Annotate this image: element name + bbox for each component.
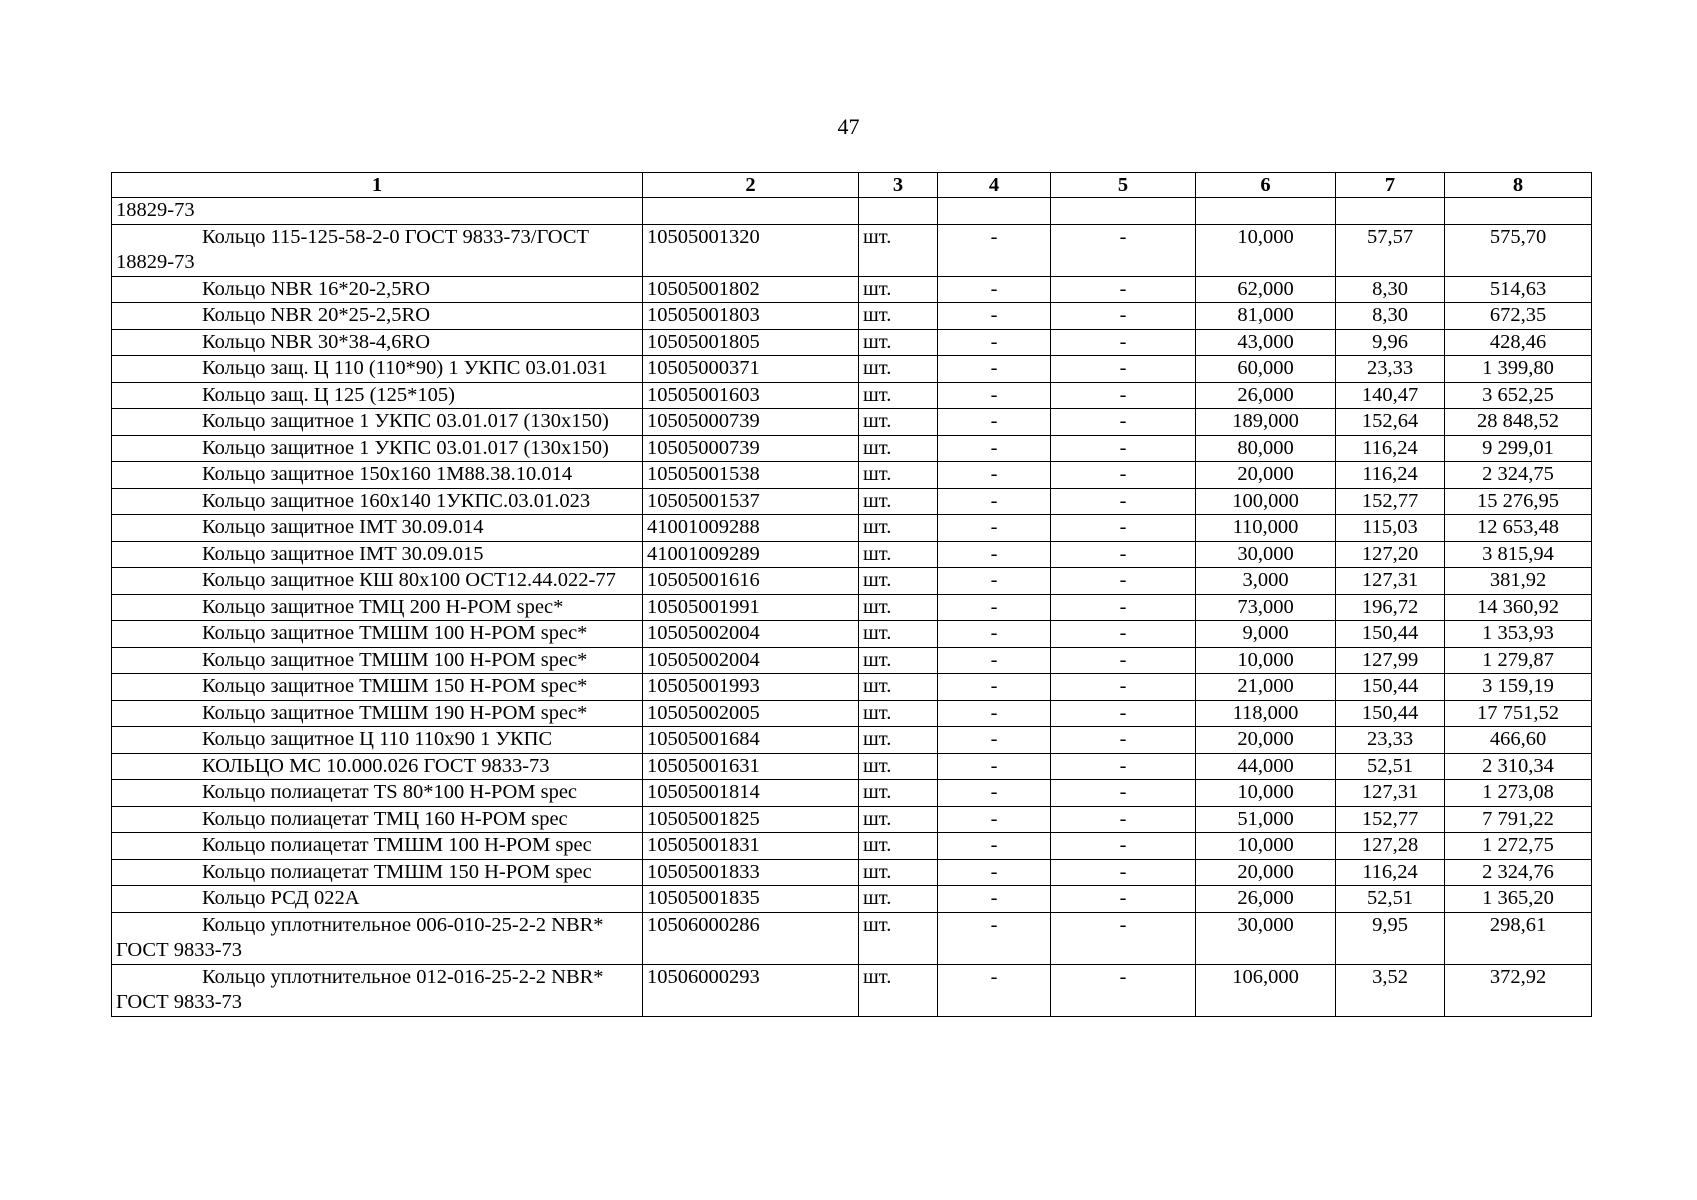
item-code-cell: 10505001802 — [643, 276, 859, 303]
unit-cell: шт. — [859, 806, 938, 833]
table-row — [112, 647, 1592, 674]
column-header: 8 — [1445, 173, 1592, 198]
price-cell: 140,47 — [1336, 382, 1445, 409]
table-row — [112, 382, 1592, 409]
item-name-text: Кольцо защитное КШ 80x100 ОСТ12.44.022-77 — [202, 569, 616, 591]
table-row — [112, 276, 1592, 303]
quantity-cell: 3,000 — [1196, 568, 1336, 595]
quantity-cell: 26,000 — [1196, 886, 1336, 913]
table-row — [112, 700, 1592, 727]
item-code-cell: 10505001684 — [643, 727, 859, 754]
table-row — [112, 594, 1592, 621]
item-name-text: Кольцо полиацетат ТМШМ 150 H-POM spec — [202, 860, 592, 883]
item-code-cell: 10505001803 — [643, 303, 859, 330]
table-row — [112, 964, 1592, 1016]
item-name-cell — [112, 859, 643, 886]
sum-cell: 1 399,80 — [1445, 356, 1592, 383]
item-name-cell — [112, 727, 643, 754]
column-5-cell: - — [1051, 594, 1196, 621]
column-5-cell: - — [1051, 886, 1196, 913]
sum-cell: 2 324,75 — [1445, 462, 1592, 489]
quantity-cell: 100,000 — [1196, 488, 1336, 515]
column-5-cell: - — [1051, 621, 1196, 648]
price-cell: 116,24 — [1336, 435, 1445, 462]
column-5-cell: - — [1051, 674, 1196, 701]
unit-cell: шт. — [859, 515, 938, 542]
item-code-cell: 10505001537 — [643, 488, 859, 515]
item-name-text: Кольцо NBR 20*25-2,5RO — [202, 304, 431, 326]
item-name-text: Кольцо защитное ТМЦ 200 H-POM spec* — [202, 595, 564, 618]
table-row — [112, 224, 1592, 276]
column-5-cell: - — [1051, 329, 1196, 356]
price-cell: 9,96 — [1336, 329, 1445, 356]
item-code-cell: 10505001991 — [643, 594, 859, 621]
column-4-cell: - — [938, 409, 1051, 436]
item-name-cell: 18829-73 — [112, 198, 643, 225]
item-name-text: Кольцо защитное ТМШМ 100 H-POM spec* — [202, 648, 588, 671]
price-cell: 8,30 — [1336, 276, 1445, 303]
item-name-cell — [112, 276, 643, 303]
quantity-cell: 9,000 — [1196, 621, 1336, 648]
price-cell: 23,33 — [1336, 727, 1445, 754]
item-code-cell: 10505000371 — [643, 356, 859, 383]
table-row — [112, 886, 1592, 913]
table-row — [112, 833, 1592, 860]
quantity-cell: 62,000 — [1196, 276, 1336, 303]
column-5-cell: - — [1051, 700, 1196, 727]
sum-cell: 1 365,20 — [1445, 886, 1592, 913]
item-name-text: КОЛЬЦО МС 10.000.026 ГОСТ 9833-73 — [202, 754, 550, 777]
column-5-cell: - — [1051, 727, 1196, 754]
item-name-text: Кольцо защитное ТМШМ 100 H-POM spec* — [202, 622, 588, 644]
sum-cell: 17 751,52 — [1445, 700, 1592, 727]
sum-cell: 2 310,34 — [1445, 753, 1592, 780]
quantity-cell: 106,000 — [1196, 964, 1336, 1016]
column-5-cell: - — [1051, 303, 1196, 330]
quantity-cell: 10,000 — [1196, 647, 1336, 674]
column-5-cell: - — [1051, 647, 1196, 674]
quantity-cell: 30,000 — [1196, 912, 1336, 964]
price-cell: 116,24 — [1336, 859, 1445, 886]
item-code-cell: 10505001833 — [643, 859, 859, 886]
column-5-cell: - — [1051, 224, 1196, 276]
price-cell: 23,33 — [1336, 356, 1445, 383]
sum-cell: 14 360,92 — [1445, 594, 1592, 621]
item-name-text: Кольцо защитное 160x140 1УКПС.03.01.023 — [202, 489, 591, 512]
unit-cell: шт. — [859, 329, 938, 356]
unit-cell: шт. — [859, 462, 938, 489]
sum-cell: 1 353,93 — [1445, 621, 1592, 648]
item-name-cell — [112, 594, 643, 621]
price-cell: 3,52 — [1336, 964, 1445, 1016]
sum-cell: 15 276,95 — [1445, 488, 1592, 515]
unit-cell: шт. — [859, 674, 938, 701]
column-4-cell: - — [938, 276, 1051, 303]
price-cell: 127,99 — [1336, 647, 1445, 674]
column-4-cell: - — [938, 833, 1051, 860]
continuation-row — [112, 198, 1592, 225]
item-name-cell — [112, 833, 643, 860]
column-4-cell: - — [938, 382, 1051, 409]
quantity-cell: 20,000 — [1196, 462, 1336, 489]
quantity-cell: 60,000 — [1196, 356, 1336, 383]
column-5-cell: - — [1051, 515, 1196, 542]
item-name-text: Кольцо защитное ТМШМ 190 H-POM spec* — [202, 701, 588, 724]
table-row — [112, 462, 1592, 489]
column-header: 6 — [1196, 173, 1336, 198]
quantity-cell — [1196, 198, 1336, 225]
price-cell: 127,20 — [1336, 541, 1445, 568]
sum-cell: 575,70 — [1445, 224, 1592, 276]
column-4-cell: - — [938, 674, 1051, 701]
column-5-cell: - — [1051, 488, 1196, 515]
column-4-cell: - — [938, 753, 1051, 780]
column-4-cell: - — [938, 886, 1051, 913]
column-4-cell: - — [938, 964, 1051, 1016]
table-row — [112, 753, 1592, 780]
price-cell: 127,28 — [1336, 833, 1445, 860]
column-4-cell: - — [938, 859, 1051, 886]
column-4-cell: - — [938, 329, 1051, 356]
unit-cell: шт. — [859, 727, 938, 754]
price-cell — [1336, 198, 1445, 225]
column-5-cell: - — [1051, 541, 1196, 568]
item-name-cell — [112, 964, 643, 1016]
unit-cell: шт. — [859, 568, 938, 595]
item-name-text: Кольцо NBR 16*20-2,5RO — [202, 277, 431, 300]
unit-cell: шт. — [859, 409, 938, 436]
sum-cell: 12 653,48 — [1445, 515, 1592, 542]
item-name-cell — [112, 356, 643, 383]
item-code-cell: 10505001603 — [643, 382, 859, 409]
price-cell: 52,51 — [1336, 753, 1445, 780]
quantity-cell: 80,000 — [1196, 435, 1336, 462]
page-number: 47 — [837, 114, 860, 139]
column-header: 1 — [112, 173, 643, 198]
item-code-cell: 10505001631 — [643, 753, 859, 780]
quantity-cell: 51,000 — [1196, 806, 1336, 833]
quantity-cell: 30,000 — [1196, 541, 1336, 568]
column-4-cell: - — [938, 541, 1051, 568]
item-code-cell: 10506000293 — [643, 964, 859, 1016]
item-name-cell — [112, 541, 643, 568]
column-5-cell: - — [1051, 568, 1196, 595]
item-name-text: Кольцо NBR 30*38-4,6RO — [202, 330, 431, 353]
item-code-cell: 10505001825 — [643, 806, 859, 833]
unit-cell: шт. — [859, 276, 938, 303]
item-name-cell — [112, 329, 643, 356]
price-cell: 196,72 — [1336, 594, 1445, 621]
unit-cell: шт. — [859, 488, 938, 515]
sum-cell: 7 791,22 — [1445, 806, 1592, 833]
sum-cell — [1445, 198, 1592, 225]
unit-cell: шт. — [859, 541, 938, 568]
table-row — [112, 568, 1592, 595]
unit-cell: шт. — [859, 435, 938, 462]
table-row — [112, 621, 1592, 648]
item-name-cell — [112, 382, 643, 409]
sum-cell: 428,46 — [1445, 329, 1592, 356]
item-name-text: Кольцо полиацетат TS 80*100 H-POM spec — [202, 781, 578, 803]
unit-cell: шт. — [859, 382, 938, 409]
column-5-cell — [1051, 198, 1196, 225]
column-4-cell: - — [938, 356, 1051, 383]
sum-cell: 2 324,76 — [1445, 859, 1592, 886]
sum-cell: 1 279,87 — [1445, 647, 1592, 674]
price-cell: 127,31 — [1336, 568, 1445, 595]
column-4-cell: - — [938, 568, 1051, 595]
sum-cell: 298,61 — [1445, 912, 1592, 964]
sum-cell: 381,92 — [1445, 568, 1592, 595]
item-name-text: Кольцо уплотнительное 006-010-25-2-2 NBR* ГОСТ 9833-73 — [116, 913, 604, 961]
item-code-cell: 41001009288 — [643, 515, 859, 542]
price-cell: 152,77 — [1336, 488, 1445, 515]
item-name-cell — [112, 515, 643, 542]
item-code-cell: 10505001538 — [643, 462, 859, 489]
column-4-cell: - — [938, 647, 1051, 674]
item-name-cell — [112, 700, 643, 727]
item-name-text: Кольцо защитное Ц 110 110x90 1 УКПС — [202, 728, 553, 750]
column-5-cell: - — [1051, 409, 1196, 436]
column-header: 5 — [1051, 173, 1196, 198]
item-name-text: Кольцо защитное 1 УКПС 03.01.017 (130x150) — [202, 410, 609, 432]
table-row — [112, 806, 1592, 833]
price-cell: 115,03 — [1336, 515, 1445, 542]
column-4-cell: - — [938, 488, 1051, 515]
column-5-cell: - — [1051, 806, 1196, 833]
unit-cell: шт. — [859, 886, 938, 913]
column-header: 7 — [1336, 173, 1445, 198]
item-name-text: Кольцо защитное ТМШМ 150 H-POM spec* — [202, 675, 588, 697]
table-row — [112, 356, 1592, 383]
item-name-text: Кольцо защитное 150x160 1M88.38.10.014 — [202, 463, 573, 485]
sum-cell: 3 159,19 — [1445, 674, 1592, 701]
column-4-cell: - — [938, 462, 1051, 489]
quantity-cell: 81,000 — [1196, 303, 1336, 330]
table-row — [112, 435, 1592, 462]
unit-cell: шт. — [859, 356, 938, 383]
unit-cell: шт. — [859, 964, 938, 1016]
table-row — [112, 727, 1592, 754]
table-row — [112, 329, 1592, 356]
item-name-text: Кольцо защ. Ц 110 (110*90) 1 УКПС 03.01.031 — [202, 357, 608, 379]
column-4-cell: - — [938, 515, 1051, 542]
table-row — [112, 674, 1592, 701]
column-5-cell: - — [1051, 780, 1196, 807]
item-name-text: Кольцо уплотнительное 012-016-25-2-2 NBR* ГОСТ 9833-73 — [116, 965, 604, 1013]
quantity-cell: 110,000 — [1196, 515, 1336, 542]
sum-cell: 1 272,75 — [1445, 833, 1592, 860]
quantity-cell: 10,000 — [1196, 780, 1336, 807]
item-code-cell: 10505000739 — [643, 409, 859, 436]
quantity-cell: 10,000 — [1196, 224, 1336, 276]
item-name-cell — [112, 435, 643, 462]
column-4-cell: - — [938, 621, 1051, 648]
item-code-cell: 10505000739 — [643, 435, 859, 462]
table-row — [112, 780, 1592, 807]
quantity-cell: 44,000 — [1196, 753, 1336, 780]
unit-cell: шт. — [859, 647, 938, 674]
column-4-cell: - — [938, 435, 1051, 462]
unit-cell: шт. — [859, 833, 938, 860]
item-name-text: Кольцо полиацетат ТМШМ 100 H-POM spec — [202, 834, 592, 856]
item-name-cell — [112, 409, 643, 436]
item-name-text: Кольцо защ. Ц 125 (125*105) — [202, 383, 455, 406]
unit-cell — [859, 198, 938, 225]
unit-cell: шт. — [859, 700, 938, 727]
price-cell: 152,64 — [1336, 409, 1445, 436]
quantity-cell: 20,000 — [1196, 859, 1336, 886]
unit-cell: шт. — [859, 753, 938, 780]
unit-cell: шт. — [859, 780, 938, 807]
unit-cell: шт. — [859, 621, 938, 648]
column-5-cell: - — [1051, 462, 1196, 489]
column-5-cell: - — [1051, 753, 1196, 780]
column-5-cell: - — [1051, 382, 1196, 409]
column-4-cell: - — [938, 727, 1051, 754]
quantity-cell: 43,000 — [1196, 329, 1336, 356]
quantity-cell: 26,000 — [1196, 382, 1336, 409]
item-name-cell — [112, 621, 643, 648]
sum-cell: 466,60 — [1445, 727, 1592, 754]
column-4-cell: - — [938, 303, 1051, 330]
sum-cell: 9 299,01 — [1445, 435, 1592, 462]
price-cell: 9,95 — [1336, 912, 1445, 964]
price-cell: 150,44 — [1336, 700, 1445, 727]
unit-cell: шт. — [859, 859, 938, 886]
header-row — [112, 173, 1592, 198]
column-5-cell: - — [1051, 276, 1196, 303]
item-name-text: Кольцо 115-125-58-2-0 ГОСТ 9833-73/ГОСТ 18829-73 — [116, 225, 590, 273]
sum-cell: 3 815,94 — [1445, 541, 1592, 568]
table-row — [112, 541, 1592, 568]
quantity-cell: 21,000 — [1196, 674, 1336, 701]
item-name-cell — [112, 303, 643, 330]
item-code-cell: 10505001835 — [643, 886, 859, 913]
column-5-cell: - — [1051, 912, 1196, 964]
item-code-cell: 10505001616 — [643, 568, 859, 595]
price-cell: 57,57 — [1336, 224, 1445, 276]
price-cell: 116,24 — [1336, 462, 1445, 489]
price-cell: 127,31 — [1336, 780, 1445, 807]
table-row — [112, 859, 1592, 886]
column-4-cell: - — [938, 700, 1051, 727]
unit-cell: шт. — [859, 303, 938, 330]
item-name-cell — [112, 488, 643, 515]
item-code-cell: 10505001831 — [643, 833, 859, 860]
sum-cell: 1 273,08 — [1445, 780, 1592, 807]
item-name-cell — [112, 462, 643, 489]
sum-cell: 28 848,52 — [1445, 409, 1592, 436]
item-name-text: Кольцо РСД 022А — [202, 887, 360, 909]
item-code-cell: 10505002005 — [643, 700, 859, 727]
item-name-cell — [112, 886, 643, 913]
price-cell: 150,44 — [1336, 621, 1445, 648]
column-header: 4 — [938, 173, 1051, 198]
item-name-cell — [112, 912, 643, 964]
item-code-cell: 10505001320 — [643, 224, 859, 276]
price-cell: 150,44 — [1336, 674, 1445, 701]
column-5-cell: - — [1051, 356, 1196, 383]
column-5-cell: - — [1051, 833, 1196, 860]
item-code-cell: 41001009289 — [643, 541, 859, 568]
column-header: 3 — [859, 173, 938, 198]
item-code-cell — [643, 198, 859, 225]
item-name-cell — [112, 224, 643, 276]
item-code-cell: 10506000286 — [643, 912, 859, 964]
item-name-cell — [112, 780, 643, 807]
quantity-cell: 10,000 — [1196, 833, 1336, 860]
table-row — [112, 912, 1592, 964]
price-cell: 152,77 — [1336, 806, 1445, 833]
column-4-cell: - — [938, 780, 1051, 807]
item-name-cell — [112, 674, 643, 701]
column-4-cell: - — [938, 806, 1051, 833]
item-name-text: Кольцо защитное IMT 30.09.014 — [202, 516, 484, 538]
item-code-cell: 10505001993 — [643, 674, 859, 701]
item-name-cell — [112, 568, 643, 595]
table-row — [112, 488, 1592, 515]
item-code-cell: 10505001805 — [643, 329, 859, 356]
unit-cell: шт. — [859, 912, 938, 964]
column-header: 2 — [643, 173, 859, 198]
quantity-cell: 189,000 — [1196, 409, 1336, 436]
item-name-cell — [112, 806, 643, 833]
goods-table — [111, 172, 1592, 1017]
sum-cell: 514,63 — [1445, 276, 1592, 303]
unit-cell: шт. — [859, 594, 938, 621]
column-4-cell: - — [938, 594, 1051, 621]
item-name-text: Кольцо полиацетат ТМЦ 160 H-POM spec — [202, 807, 568, 830]
sum-cell: 372,92 — [1445, 964, 1592, 1016]
table-row — [112, 409, 1592, 436]
item-code-cell: 10505001814 — [643, 780, 859, 807]
table-row — [112, 515, 1592, 542]
price-cell: 8,30 — [1336, 303, 1445, 330]
column-4-cell: - — [938, 224, 1051, 276]
column-4-cell — [938, 198, 1051, 225]
price-cell: 52,51 — [1336, 886, 1445, 913]
item-name-cell — [112, 647, 643, 674]
quantity-cell: 20,000 — [1196, 727, 1336, 754]
item-code-cell: 10505002004 — [643, 647, 859, 674]
item-name-text: Кольцо защитное 1 УКПС 03.01.017 (130x150) — [202, 436, 609, 459]
quantity-cell: 73,000 — [1196, 594, 1336, 621]
column-5-cell: - — [1051, 859, 1196, 886]
quantity-cell: 118,000 — [1196, 700, 1336, 727]
sum-cell: 3 652,25 — [1445, 382, 1592, 409]
column-5-cell: - — [1051, 435, 1196, 462]
item-name-cell — [112, 753, 643, 780]
unit-cell: шт. — [859, 224, 938, 276]
item-name-text: Кольцо защитное IMT 30.09.015 — [202, 542, 484, 565]
table-row — [112, 303, 1592, 330]
column-5-cell: - — [1051, 964, 1196, 1016]
item-code-cell: 10505002004 — [643, 621, 859, 648]
sum-cell: 672,35 — [1445, 303, 1592, 330]
column-4-cell: - — [938, 912, 1051, 964]
